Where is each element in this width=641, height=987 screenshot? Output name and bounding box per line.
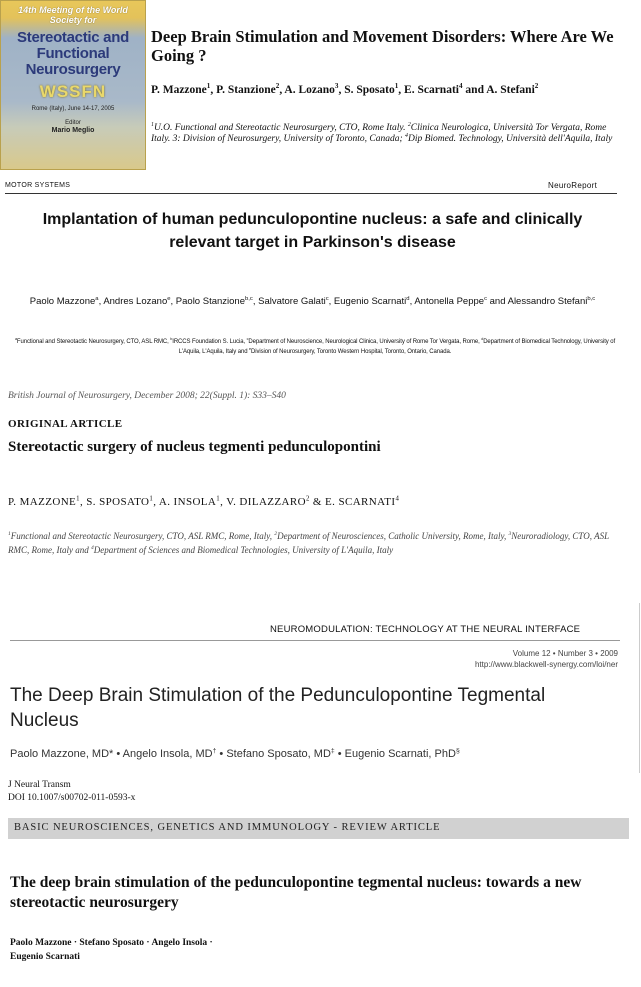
paper-affiliations-3: $^1$Functional and Stereotactic Neurosurgery, CTO, ASL RMC, Rome, Italy, $^2$Department of Neurosciences, Catholic University, Rome, Italy, $^3$Neuroradiology, CTO, ASL RMC, Rome, Italy and $^4$Department of Sciences and Biomedical Technologies, University of L'Aquila, Italy <box>8 531 609 555</box>
header-divider-4 <box>10 640 620 641</box>
paper-affiliations-1: $^1$U.O. Functional and Stereotactic Neurosurgery, CTO, Rome Italy. $^2$Clinica Neurologica, Università Tor Vergata, Rome Italy. 3: Division of Neurosurgery, University of Toronto, Canada; $^4$Dip Biomed. Technology, Università dell'Aquila, Italy <box>151 121 613 144</box>
paper-authors-2: Paolo Mazzone$^a$, Andres Lozano$^e$, Paolo Stanzione$^{b,c}$, Salvatore Galati$^c$, Eugenio Scarnati$^d$, Antonella Peppe$^c$ and Alessandro Stefani$^{b,c}$ <box>29 295 596 307</box>
journal-url: http://www.blackwell-synergy.com/loi/ner <box>474 660 618 669</box>
article-type-label: ORIGINAL ARTICLE <box>8 418 123 430</box>
paper-authors-5-line-1: Paolo Mazzone · Stefano Sposato · Angelo Insola · <box>10 938 213 948</box>
paper-authors-4: Paolo Mazzone, MD* • Angelo Insola, MD† • Stefano Sposato, MD‡ • Eugenio Scarnati, PhD§ <box>10 747 460 760</box>
paper-title-4: The Deep Brain Stimulation of the Pedunculopontine Tegmental Nucleus <box>10 685 546 731</box>
journal-citation-3: British Journal of Neurosurgery, December 2008; 22(Suppl. 1): S33–S40 <box>8 391 286 401</box>
proceedings-cover-image <box>0 0 146 170</box>
paper-affiliations-2: $^a$Functional and Stereotactic Neurosurgery, CTO, ASL RMC, $^b$IRCCS Foundation S. Lucia, $^c$Department of Neuroscience, Neurological Clinica, University of Rome Tor Vergata, Rome, $^d$Department of Biomedical Technology, University of L'Aquila, L'Aquila, Italy and $^e$Division of Neurosurgery, Toronto Western Hospital, Toronto, Ontario, Canada. <box>14 337 616 355</box>
journal-name-2: NeuroReport <box>548 181 598 190</box>
cover-date-text: Rome (Italy), June 14-17, 2005 <box>31 106 115 112</box>
cover-society-text: Stereotactic and Functional Neurosurgery <box>17 29 129 78</box>
paper-title-3: Stereotactic surgery of nucleus tegmenti pedunculopontini <box>8 439 381 455</box>
paper-title-2: Implantation of human pedunculopontine nucleus: a safe and clinically relevant target in Parkinson's disease <box>42 211 583 251</box>
cover-meeting-text: 14th Meeting of the World Society for <box>18 5 128 25</box>
cover-editor-name: Mario Meglio <box>51 127 95 134</box>
paper-authors-3: P. MAZZONE$^1$, S. SPOSATO$^1$, A. INSOLA$^1$, V. DILAZZARO$^2$ & E. SCARNATI$^4$ <box>8 495 400 508</box>
cover-acronym-text: WSSFN <box>39 82 107 101</box>
journal-section-label: MOTOR SYSTEMS <box>5 182 71 189</box>
volume-info: Volume 12 • Number 3 • 2009 <box>512 649 618 658</box>
cover-editor-label: Editor <box>65 120 81 126</box>
paper-authors-1: P. Mazzone$^1$, P. Stanzione$^2$, A. Lozano$^3$, S. Sposato$^1$, E. Scarnati$^4$ and A. Stefani$^2$ <box>151 82 539 96</box>
doi-text: DOI 10.1007/s00702-011-0593-x <box>8 793 136 803</box>
paper-title-5: The deep brain stimulation of the pedunculopontine tegmental nucleus: towards a new stereotactic neurosurgery <box>10 874 582 911</box>
paper-excerpt-1 <box>0 0 641 172</box>
journal-name-5: J Neural Transm <box>8 780 71 790</box>
section-label: BASIC NEUROSCIENCES, GENETICS AND IMMUNOLOGY - REVIEW ARTICLE <box>14 822 441 833</box>
header-divider-2 <box>5 193 617 194</box>
journal-name-4: NEUROMODULATION: TECHNOLOGY AT THE NEURAL INTERFACE <box>270 624 581 635</box>
paper-authors-5 <box>10 936 410 964</box>
paper-title-1: Deep Brain Stimulation and Movement Disorders: Where Are We Going ? <box>151 27 614 65</box>
paper-authors-5-line-2: Eugenio Scarnati <box>10 952 80 962</box>
journal-citation-5 <box>8 779 135 805</box>
